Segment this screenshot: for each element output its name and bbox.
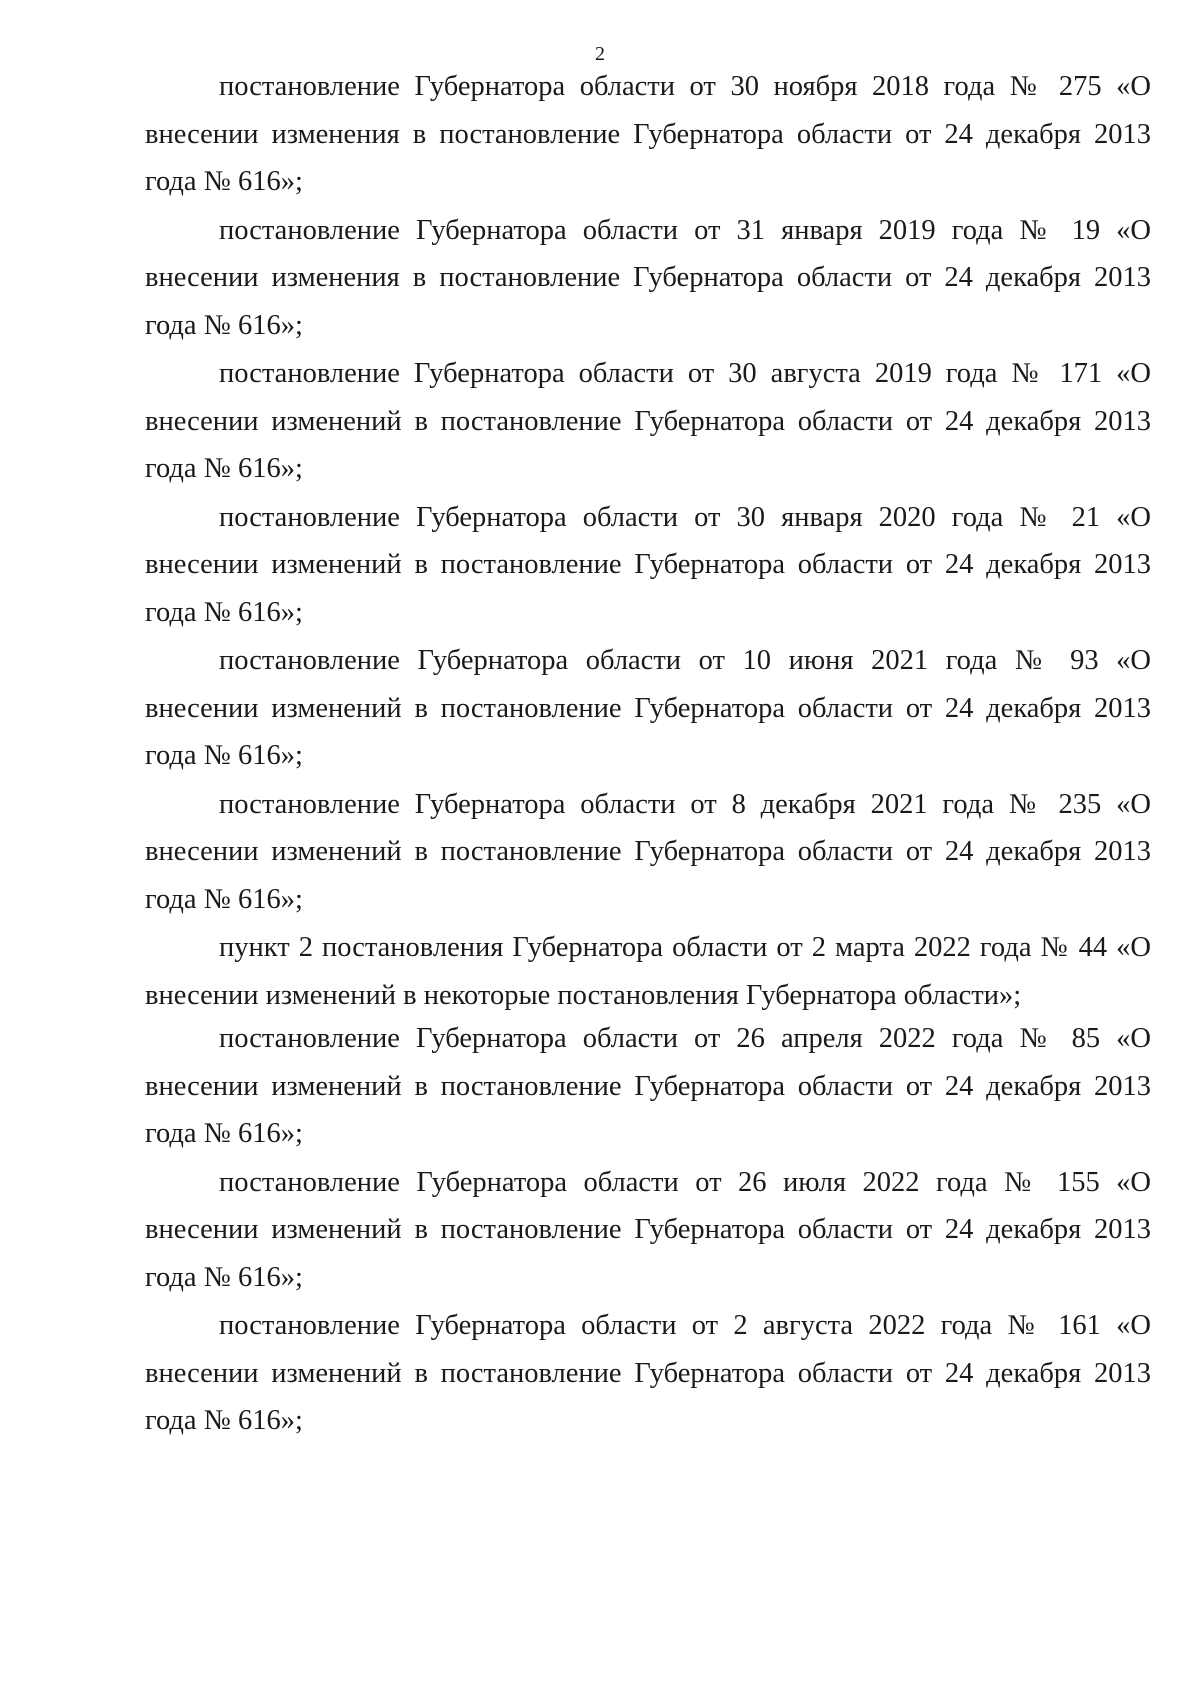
- paragraph-10: постановление Губернатора области от 2 августа 2022 года № 161 «О внесении изменений в постановление Губернатора области от 24 декабря 2013 года № 616»;: [145, 1310, 1151, 1436]
- paragraph-6: постановление Губернатора области от 8 декабря 2021 года № 235 «О внесении изменений в постановление Губернатора области от 24 декабря 2013 года № 616»;: [145, 788, 1151, 915]
- page-number: 2: [595, 43, 605, 65]
- document-body: [145, 63, 1151, 1446]
- paragraph-5: постановление Губернатора области от 10 июня 2021 года № 93 «О внесении изменений в постановление Губернатора области от 24 декабря 2013 года № 616»;: [145, 645, 1151, 771]
- paragraph-7: пункт 2 постановления Губернатора области от 2 марта 2022 года № 44 «О внесении изменений в некоторые постановления Губернатора области»;: [145, 932, 1151, 1011]
- paragraph-3: постановление Губернатора области от 30 августа 2019 года № 171 «О внесении изменений в постановление Губернатора области от 24 декабря 2013 года № 616»;: [145, 358, 1151, 484]
- paragraph-4: постановление Губернатора области от 30 января 2020 года № 21 «О внесении изменений в постановление Губернатора области от 24 декабря 2013 года № 616»;: [145, 501, 1151, 628]
- paragraph-9: постановление Губернатора области от 26 июля 2022 года № 155 «О внесении изменений в постановление Губернатора области от 24 декабря 2013 года № 616»;: [145, 1166, 1151, 1293]
- paragraph-1: постановление Губернатора области от 30 ноября 2018 года № 275 «О внесении изменения в постановление Губернатора области от 24 декабря 2013 года № 616»;: [145, 71, 1151, 197]
- paragraph-2: постановление Губернатора области от 31 января 2019 года № 19 «О внесении изменения в постановление Губернатора области от 24 декабря 2013 года № 616»;: [145, 214, 1151, 341]
- paragraph-8: постановление Губернатора области от 26 апреля 2022 года № 85 «О внесении изменений в постановление Губернатора области от 24 декабря 2013 года № 616»;: [145, 1023, 1151, 1149]
